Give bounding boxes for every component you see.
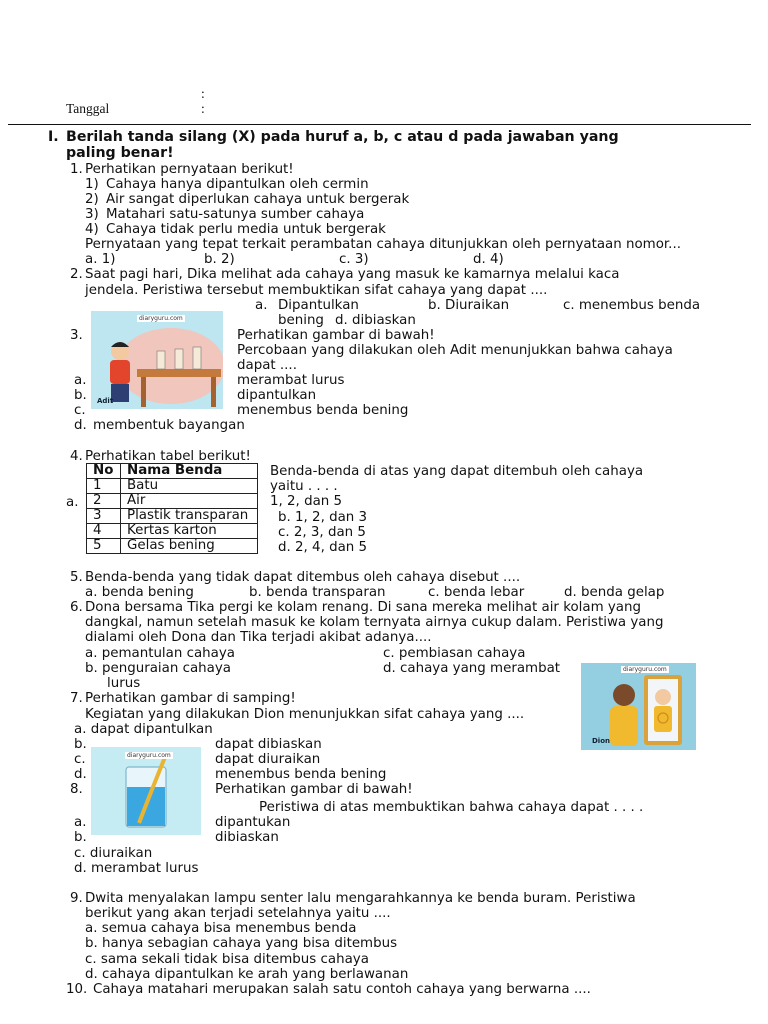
q3-child-hair bbox=[111, 342, 129, 347]
q6-line2: dangkal, namun setelah masuk ke kolam ternyata airnya cukup dalam. Peristiwa yang bbox=[85, 615, 664, 630]
q1-statement-text: Cahaya tidak perlu media untuk bergerak bbox=[106, 222, 386, 237]
q5-option-d[interactable]: d. benda gelap bbox=[564, 585, 665, 600]
tanggal-colon: : bbox=[201, 101, 205, 116]
q3-option-a-letter: a. bbox=[74, 373, 87, 388]
q7-option-c-letter: c. bbox=[74, 752, 86, 767]
q8-option-c[interactable]: c. diuraikan bbox=[74, 846, 153, 861]
q1-statement-number: 3) bbox=[85, 207, 99, 222]
q4-stem: Perhatikan tabel berikut! bbox=[85, 449, 251, 464]
q8-illustration bbox=[91, 747, 201, 835]
q2-number: 2. bbox=[70, 267, 83, 282]
q2-option-b[interactable]: b. Diuraikan bbox=[428, 298, 510, 313]
q4-table-header-row bbox=[87, 464, 258, 479]
q8-option-b[interactable]: dibiaskan bbox=[215, 830, 279, 845]
q3-option-b-letter: b. bbox=[74, 388, 87, 403]
q5-option-b[interactable]: b. benda transparan bbox=[249, 585, 386, 600]
table-row bbox=[87, 509, 258, 524]
q7-option-a[interactable]: a. dapat dipantulkan bbox=[74, 722, 213, 737]
q2-option-a-letter: a. bbox=[255, 298, 268, 313]
table-cell-no: 5 bbox=[87, 539, 121, 554]
q6-number: 6. bbox=[70, 600, 83, 615]
q9-line2: berikut yang akan terjadi setelahnya yaitu .... bbox=[85, 906, 391, 921]
q5-option-c[interactable]: c. benda lebar bbox=[428, 585, 525, 600]
table-row bbox=[87, 479, 258, 494]
q3-caption: Adit bbox=[97, 397, 114, 405]
q3-line3: dapat .... bbox=[237, 358, 297, 373]
q8-option-a-letter: a. bbox=[74, 815, 87, 830]
q1-statement-text: Cahaya hanya dipantulkan oleh cermin bbox=[106, 177, 369, 192]
header-divider bbox=[8, 124, 751, 125]
q9-number: 9. bbox=[70, 891, 83, 906]
q1-option-c[interactable]: c. 3) bbox=[339, 252, 369, 267]
q9-line1: Dwita menyalakan lampu senter lalu mengarahkannya ke benda buram. Peristiwa bbox=[85, 891, 636, 906]
q3-option-c[interactable]: menembus benda bening bbox=[237, 403, 409, 418]
q3-table-leg bbox=[141, 377, 146, 407]
section-title-line2: paling benar! bbox=[66, 145, 174, 161]
q6-option-c[interactable]: c. pembiasan cahaya bbox=[383, 646, 526, 661]
q6-option-d[interactable]: d. cahaya yang merambat bbox=[383, 661, 561, 676]
q3-table-leg bbox=[211, 377, 216, 407]
q3-number: 3. bbox=[70, 328, 83, 343]
q4-option-a[interactable]: 1, 2, dan 5 bbox=[270, 494, 343, 509]
q7-option-d-letter: d. bbox=[74, 767, 87, 782]
q2-option-c[interactable]: c. menembus benda bbox=[563, 298, 701, 313]
q7-caption: Dion bbox=[592, 737, 611, 745]
q5-stem: Benda-benda yang tidak dapat ditembus oleh cahaya disebut .... bbox=[85, 570, 521, 585]
q3-child-pants bbox=[111, 384, 129, 402]
q9-option-d[interactable]: d. cahaya dipantulkan ke arah yang berlawanan bbox=[85, 967, 409, 982]
q2-option-c-continuation: bening bbox=[278, 313, 324, 328]
q8-stem: Perhatikan gambar di bawah! bbox=[215, 782, 413, 797]
q3-cardboard bbox=[157, 351, 165, 369]
q4-option-d[interactable]: d. 2, 4, dan 5 bbox=[278, 540, 368, 555]
q6-option-d-continuation: lurus bbox=[107, 676, 141, 691]
q8-glass-drawing bbox=[91, 747, 201, 835]
q1-stem: Perhatikan pernyataan berikut! bbox=[85, 162, 294, 177]
q2-option-d[interactable]: d. dibiaskan bbox=[335, 313, 416, 328]
q9-option-c[interactable]: c. sama sekali tidak bisa ditembus cahaya bbox=[85, 952, 369, 967]
q3-option-d-letter: d. bbox=[74, 418, 87, 433]
q3-line1: Perhatikan gambar di bawah! bbox=[237, 328, 435, 343]
q7-dion-head bbox=[613, 684, 635, 706]
q3-cardboard bbox=[175, 349, 183, 369]
q3-cardboard bbox=[193, 347, 201, 369]
q3-watermark: diaryguru.com bbox=[139, 315, 183, 322]
q2-line2: jendela. Peristiwa tersebut membuktikan sifat cahaya yang dapat .... bbox=[85, 283, 548, 298]
q2-line1: Saat pagi hari, Dika melihat ada cahaya yang masuk ke kamarnya melalui kaca bbox=[85, 267, 620, 282]
q8-watermark: diaryguru.com bbox=[127, 752, 171, 759]
q7-dion-shirt bbox=[610, 706, 638, 746]
q9-option-b[interactable]: b. hanya sebagian cahaya yang bisa ditembus bbox=[85, 936, 398, 951]
q3-option-d[interactable]: membentuk bayangan bbox=[93, 418, 245, 433]
q1-option-b[interactable]: b. 2) bbox=[204, 252, 235, 267]
table-cell-name: Plastik transparan bbox=[121, 509, 258, 524]
q3-line2: Percobaan yang dilakukan oleh Adit menunjukkan bahwa cahaya bbox=[237, 343, 673, 358]
q7-question: Kegiatan yang dilakukan Dion menunjukkan sifat cahaya yang .... bbox=[85, 707, 525, 722]
q7-number: 7. bbox=[70, 691, 83, 706]
q7-watermark: diaryguru.com bbox=[623, 666, 667, 673]
table-cell-no: 1 bbox=[87, 479, 121, 494]
q1-statement-number: 2) bbox=[85, 192, 99, 207]
q3-child-shirt bbox=[110, 360, 130, 384]
q7-option-c[interactable]: dapat diuraikan bbox=[215, 752, 321, 767]
table-cell-name: Air bbox=[121, 494, 258, 509]
q4-option-c[interactable]: c. 2, 3, dan 5 bbox=[278, 525, 366, 540]
q7-illustration bbox=[581, 663, 696, 750]
q1-statement-text: Matahari satu-satunya sumber cahaya bbox=[106, 207, 365, 222]
q3-experiment-drawing bbox=[91, 311, 223, 409]
q7-stem: Perhatikan gambar di samping! bbox=[85, 691, 296, 706]
q4-table-header-name: Nama Benda bbox=[121, 464, 258, 479]
q3-table-top bbox=[137, 369, 221, 377]
q6-option-b[interactable]: b. penguraian cahaya bbox=[85, 661, 231, 676]
q1-option-a[interactable]: a. 1) bbox=[85, 252, 116, 267]
q5-option-a[interactable]: a. benda bening bbox=[85, 585, 194, 600]
q3-option-a[interactable]: merambat lurus bbox=[237, 373, 345, 388]
q6-option-a[interactable]: a. pemantulan cahaya bbox=[85, 646, 235, 661]
q8-question: Peristiwa di atas membuktikan bahwa cahaya dapat . . . . bbox=[259, 800, 644, 815]
q4-table bbox=[86, 463, 258, 554]
q1-statement-number: 4) bbox=[85, 222, 99, 237]
tanggal-label: Tanggal bbox=[66, 101, 110, 116]
q3-background-shape bbox=[117, 328, 223, 404]
q6-line3: dialami oleh Dona dan Tika terjadi akibat adanya.... bbox=[85, 630, 432, 645]
table-cell-name: Gelas bening bbox=[121, 539, 258, 554]
table-cell-name: Kertas karton bbox=[121, 524, 258, 539]
q7-reflection-head bbox=[655, 689, 671, 705]
q8-number: 8. bbox=[70, 782, 83, 797]
q10-number: 10. bbox=[66, 982, 88, 997]
q1-option-d[interactable]: d. 4) bbox=[473, 252, 504, 267]
q3-illustration bbox=[91, 311, 223, 409]
table-row bbox=[87, 539, 258, 554]
table-cell-no: 3 bbox=[87, 509, 121, 524]
q1-statement-number: 1) bbox=[85, 177, 99, 192]
q3-option-c-letter: c. bbox=[74, 403, 86, 418]
table-row bbox=[87, 524, 258, 539]
q1-question: Pernyataan yang tepat terkait perambatan cahaya ditunjukkan oleh pernyataan nomor... bbox=[85, 237, 681, 252]
table-cell-no: 4 bbox=[87, 524, 121, 539]
section-number: I. bbox=[48, 129, 59, 145]
table-row bbox=[87, 494, 258, 509]
q7-reflection-shirt bbox=[654, 706, 672, 732]
blank-field-colon: : bbox=[201, 86, 205, 101]
q4-option-b[interactable]: b. 1, 2, dan 3 bbox=[278, 510, 368, 525]
q5-number: 5. bbox=[70, 570, 83, 585]
q1-statement-text: Air sangat diperlukan cahaya untuk bergerak bbox=[106, 192, 410, 207]
q4-question-line1: Benda-benda di atas yang dapat ditembuh oleh cahaya bbox=[270, 464, 644, 479]
section-title-line1: Berilah tanda silang (X) pada huruf a, b, c atau d pada jawaban yang bbox=[66, 129, 619, 145]
table-cell-name: Batu bbox=[121, 479, 258, 494]
q8-option-a[interactable]: dipantukan bbox=[215, 815, 291, 830]
q7-option-d[interactable]: menembus benda bening bbox=[215, 767, 387, 782]
q4-question-line2: yaitu . . . . bbox=[270, 479, 338, 494]
q8-option-d[interactable]: d. merambat lurus bbox=[74, 861, 199, 876]
q7-option-b[interactable]: dapat dibiaskan bbox=[215, 737, 322, 752]
table-cell-no: 2 bbox=[87, 494, 121, 509]
q8-option-b-letter: b. bbox=[74, 830, 87, 845]
q7-option-b-letter: b. bbox=[74, 737, 87, 752]
q4-option-a-letter: a. bbox=[66, 495, 79, 510]
q4-number: 4. bbox=[70, 449, 83, 464]
q1-number: 1. bbox=[70, 162, 83, 177]
q6-line1: Dona bersama Tika pergi ke kolam renang. Di sana mereka melihat air kolam yang bbox=[85, 600, 642, 615]
q4-table-header-no: No bbox=[87, 464, 121, 479]
q9-option-a[interactable]: a. semua cahaya bisa menembus benda bbox=[85, 921, 357, 936]
q2-option-a[interactable]: Dipantulkan bbox=[278, 298, 359, 313]
q3-option-b[interactable]: dipantulkan bbox=[237, 388, 317, 403]
q10-stem: Cahaya matahari merupakan salah satu contoh cahaya yang berwarna .... bbox=[93, 982, 591, 997]
